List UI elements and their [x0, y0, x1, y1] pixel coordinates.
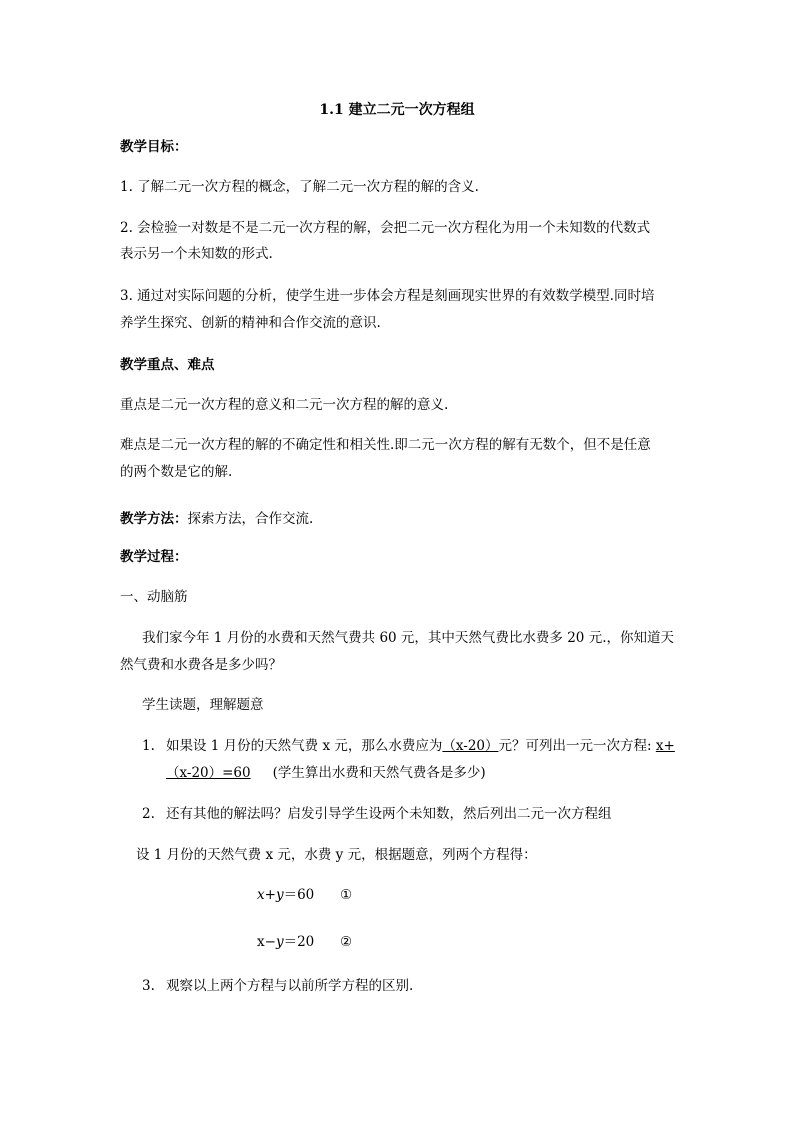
- step-1-equation-start: x+: [655, 738, 675, 754]
- step-3-text: 观察以上两个方程与以前所学方程的区别.: [166, 978, 414, 994]
- step-1-equation-end: （x-20）=60: [166, 765, 251, 781]
- problem-line-2: 然气费和水费各是多少吗？: [120, 657, 282, 673]
- process-heading: 教学过程：: [120, 549, 188, 565]
- step-1-note: (学生算出水费和天然气费各是多少): [272, 765, 486, 781]
- step-1-line-1: [166, 737, 675, 755]
- objective-item-3-line-1: 3. 通过对实际问题的分析，使学生进一步体会方程是刻画现实世界的有效数学模型.同时培: [120, 288, 655, 304]
- difficult-point-line-1: 难点是二元一次方程的解的不确定性和相关性.即二元一次方程的解有无数个，但不是任意: [120, 437, 651, 453]
- method-row: [120, 510, 313, 528]
- objective-item-1: 1. 了解二元一次方程的概念，了解二元一次方程的解的含义.: [120, 179, 479, 195]
- eq2-op: −: [264, 934, 276, 950]
- key-point-text: 重点是二元一次方程的意义和二元一次方程的解的意义.: [120, 397, 449, 413]
- eq1-x: x: [257, 887, 265, 903]
- step-1-answer-underlined: （x-20）: [442, 738, 499, 754]
- step-1-text-c: 元？可列出一元一次方程:: [498, 738, 652, 754]
- method-label: 教学方法：: [120, 511, 188, 527]
- step-3-number: 3.: [142, 978, 155, 994]
- key-points-heading: 教学重点、难点: [120, 357, 215, 373]
- equation-2: [257, 933, 314, 951]
- problem-line-1: 我们家今年 1 月份的水费和天然气费共 60 元，其中天然气费比水费多 20 元.，你知道天: [142, 630, 674, 646]
- objective-item-2-line-1: 2. 会检验一对数是不是二元一次方程的解，会把二元一次方程化为用一个未知数的代数式: [120, 220, 651, 236]
- step-1-number: 1.: [142, 738, 155, 754]
- setup-text: 设 1 月份的天然气费 x 元，水费 y 元，根据题意，列两个方程得：: [136, 847, 537, 863]
- eq2-rest: ＝20: [283, 934, 315, 950]
- eq2-y: y: [275, 934, 284, 950]
- eq1-y: y: [275, 887, 284, 903]
- objectives-heading: 教学目标：: [120, 139, 188, 155]
- eq1-rest: ＝60: [283, 887, 315, 903]
- step-1-text-a: 如果设 1 月份的天然气费 x 元，那么水费应为: [166, 738, 443, 754]
- equation-2-mark: ②: [340, 934, 353, 950]
- step-2-number: 2.: [142, 806, 155, 822]
- section-1-heading: 一、动脑筋: [120, 589, 188, 605]
- method-text: 探索方法，合作交流.: [187, 511, 314, 527]
- page-title: 1.1 建立二元一次方程组: [319, 102, 475, 118]
- eq2-x: x: [257, 934, 265, 950]
- eq1-op: +: [264, 887, 276, 903]
- step-2-text: 还有其他的解法吗？启发引导学生设两个未知数，然后列出二元一次方程组: [166, 806, 612, 822]
- read-problem-text: 学生读题，理解题意: [142, 697, 264, 713]
- equation-1: [257, 886, 314, 904]
- difficult-point-line-2: 的两个数是它的解.: [120, 464, 233, 480]
- step-1-line-2: [166, 764, 486, 782]
- objective-item-2-line-2: 表示另一个未知数的形式.: [120, 246, 273, 262]
- objective-item-3-line-2: 养学生探究、创新的精神和合作交流的意识.: [120, 315, 381, 331]
- equation-1-mark: ①: [340, 887, 353, 903]
